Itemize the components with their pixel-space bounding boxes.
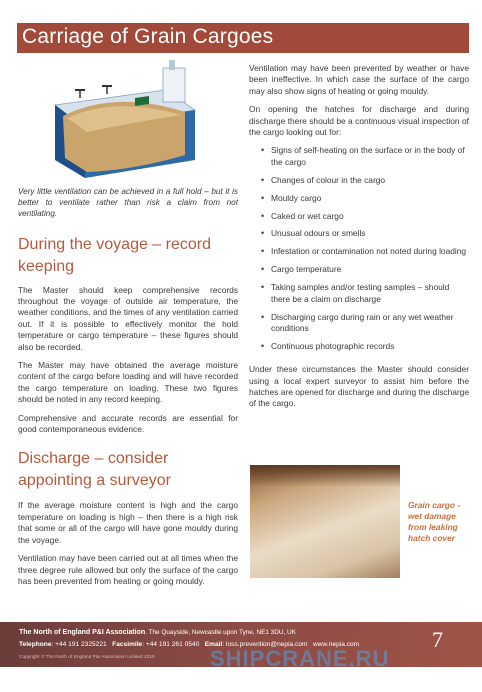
email-link[interactable]: : loss.prevention@nepia.com <box>222 641 308 648</box>
photo-caption: Grain cargo - wet damage from leaking hatch cover <box>408 500 461 543</box>
email-label: Email <box>204 641 223 648</box>
list-item: • Unusual odours or smells <box>263 228 469 239</box>
inspection-list <box>249 145 469 352</box>
telephone: : +44 191 2325221 <box>51 641 107 648</box>
paragraph: Comprehensive and accurate records are essential for good contemporaneous evidence. <box>18 412 238 435</box>
heading-line: Discharge – consider <box>18 450 169 468</box>
list-item: • Cargo temperature <box>263 264 469 275</box>
section-heading-discharge <box>18 448 238 492</box>
page-title: Carriage of Grain Cargoes <box>22 25 274 48</box>
heading-line: During the voyage – record <box>18 235 211 253</box>
left-column <box>18 186 238 594</box>
paragraph: Ventilation may have been carried out at all times when the three degree rule allowed but only the surface of the cargo has been prevented from heating or going mouldy. <box>18 553 238 586</box>
paragraph: Under these circumstances the Master should consider using a local expert surveyor to assist him before the hatches are opened for discharge and during the discharge of the cargo. <box>249 364 469 409</box>
page-number: 7 <box>432 627 443 652</box>
footer-org: The North of England P&I Association <box>19 629 146 636</box>
fax-label: Facsimile <box>112 641 143 648</box>
telephone-label: Telephone <box>19 641 52 648</box>
list-item: • Discharging cargo during rain or any wet weather conditions <box>263 312 469 335</box>
footer-address: . The Quayside, Newcastle upon Tyne, NE1 3DU, UK <box>145 629 296 636</box>
list-item: • Continuous photographic records <box>263 341 469 352</box>
photo-shadow <box>250 465 400 487</box>
paragraph: The Master may have obtained the average moisture content of the cargo before loading and will have recorded the cargo temperature on loading. These two figures should be noted in any record keeping. <box>18 360 238 405</box>
paragraph: If the average moisture content is high and the cargo temperature on loading is high – then there is a high risk that some or all of the cargo will have gone mouldy during the voyage. <box>18 500 238 545</box>
list-item: • Taking samples and/or testing samples – should there be a claim on discharge <box>263 282 469 305</box>
paragraph: Ventilation may have been prevented by weather or have been ineffective. In which case the surface of the cargo may also show signs of heating or going mouldy. <box>249 63 469 96</box>
list-item: • Signs of self-heating on the surface or in the body of the cargo <box>263 145 469 168</box>
footer-copyright: Copyright © The North of England P&I Association Limited 2015 <box>19 655 155 660</box>
fax: : +44 191 261 0540 <box>142 641 200 648</box>
watermark: SHIPCRANE.RU <box>210 646 390 671</box>
cargo-hold-illustration <box>45 60 205 180</box>
section-heading-voyage <box>18 234 238 278</box>
heading-line: appointing a surveyor <box>18 472 171 490</box>
list-item: • Changes of colour in the cargo <box>263 175 469 186</box>
paragraph: On opening the hatches for discharge and during discharge there should be a continuous visual inspection of the cargo looking out for: <box>249 104 469 138</box>
heading-line: keeping <box>18 257 75 275</box>
website-link[interactable]: www.nepia.com <box>313 641 360 648</box>
list-item: • Infestation or contamination not noted during loading <box>263 246 469 257</box>
list-item: • Caked or wet cargo <box>263 211 469 222</box>
list-item: • Mouldy cargo <box>263 193 469 204</box>
title-bar <box>17 23 469 53</box>
footer-address-line <box>19 629 296 636</box>
paragraph: The Master should keep comprehensive records throughout the voyage of outside air temperature, the weather conditions, and the times of any ventilation carried out. If it is possible to effectively monitor the hold temperature or cargo temperature – these figures should also be recorded. <box>18 284 238 352</box>
grain-cargo-photo <box>250 465 400 578</box>
right-column <box>249 63 469 417</box>
illustration-caption: Very little ventilation can be achieved in a full hold – but it is better to ventilate rather than risk a claim from not ventilating. <box>18 187 238 219</box>
